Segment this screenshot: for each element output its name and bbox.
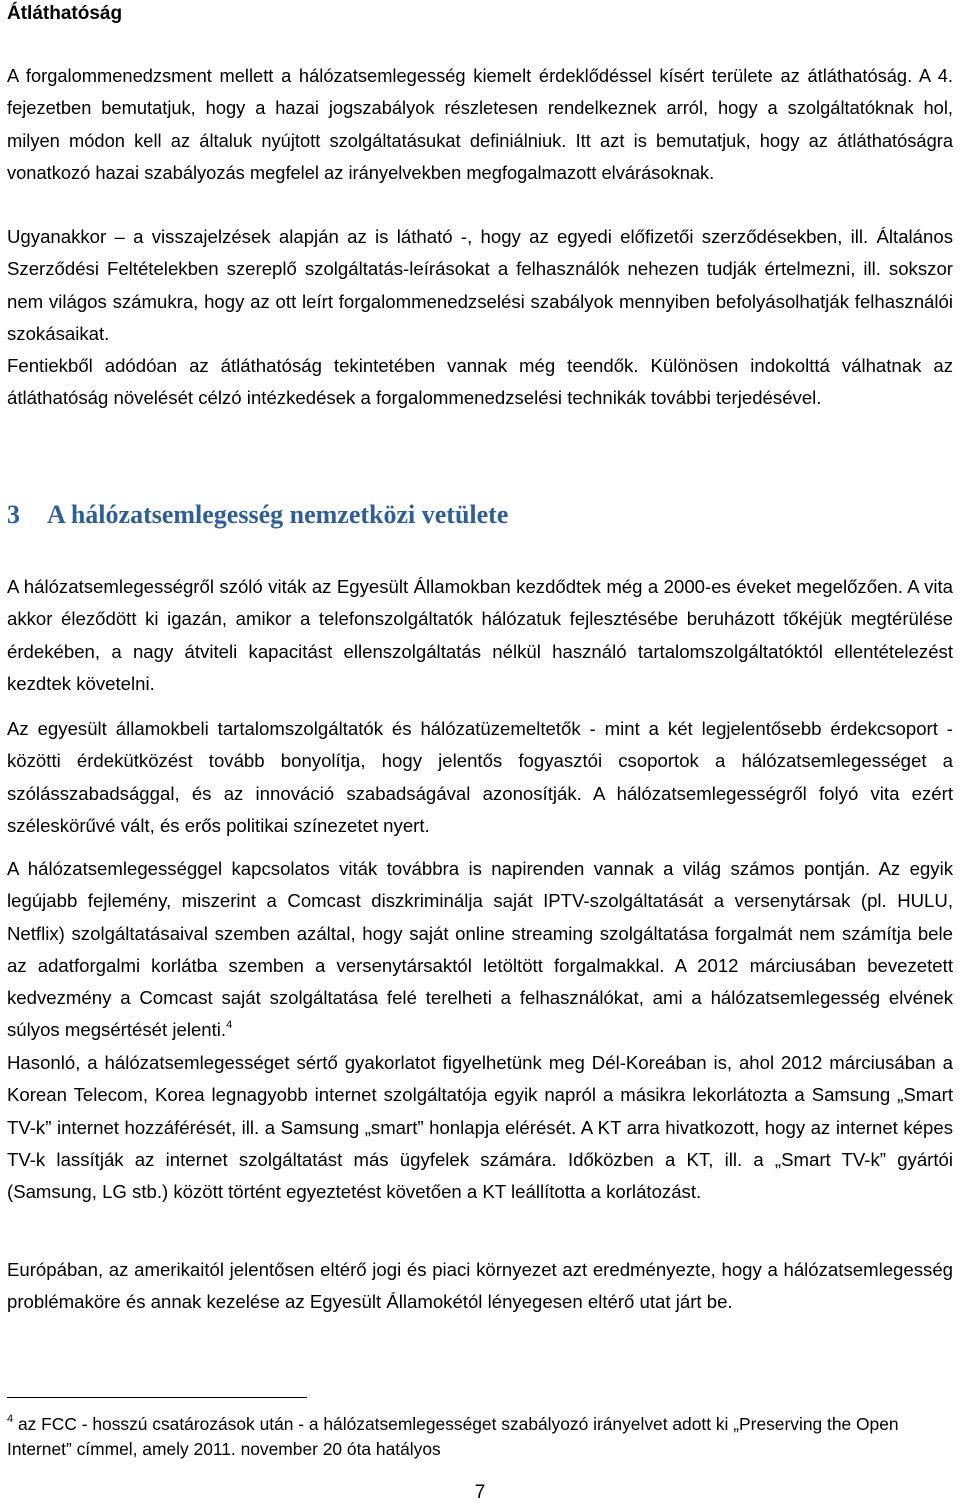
paragraph-us-debate-origin: A hálózatsemlegességről szóló viták az Egyesült Államokban kezdődtek még a 2000-es éveket megelőzően. A vita akkor éleződött ki igazán, amikor a telefonszolgáltatók hálózatuk fejlesztésébe beruházott tőkéjük megtérülése érdekében, a nagy átviteli kapacitást ellenszolgáltatás nélkül használó tartalomszolgáltatóktól ellentételezést kezdtek követelni. [7,576,953,694]
footnote [7,1412,953,1462]
paragraph-transparency-feedback: Ugyanakkor – a visszajelzések alapján az is látható -, hogy az egyedi előfizetői szerződésekben, ill. Általános Szerződési Feltételekben szereplő szolgáltatás-leírásokat a felhasználók nehezen tudják értelmezni, ill. sokszor nem világos számukra, hogy az ott leírt forgalommenedzselési szabályok mennyiben befolyásolhatják felhasználói szokásaikat. [7,226,953,344]
footnote-separator [7,1397,307,1398]
paragraph-transparency-intro: A forgalommenedzsment mellett a hálózatsemlegesség kiemelt érdeklődéssel kísért területe az átláthatóság. A 4. fejezetben bemutatjuk, hogy a hazai jogszabályok részletesen rendelkeznek arról, hogy a szolgáltatóknak hol, milyen módon kell az általuk nyújtott szolgáltatásukat definiálniuk. Itt azt is bemutatjuk, hogy az átláthatóságra vonatkozó hazai szabályozás megfelel az irányelvekben megfogalmazott elvárásoknak. [7,65,953,183]
footnote-reference: 4 [226,1019,233,1032]
paragraph-europe: Európában, az amerikaitól jelentősen eltérő jogi és piaci környezet azt eredményezte, hogy a hálózatsemlegesség problémaköre és annak kezelése az Egyesült Államokétól lényegesen eltérő utat járt be. [7,1259,953,1313]
paragraph-comcast [7,853,953,1047]
paragraph-korea: Hasonló, a hálózatsemlegességet sértő gyakorlatot figyelhetünk meg Dél-Koreában is, ahol 2012 márciusában a Korean Telecom, Korea legnagyobb internet szolgáltatója egyik napról a másikra lekorlátozta a Samsung „Smart TV-k” internet hozzáférését, ill. a Samsung „smart” honlapja elérését. A KT arra hivatkozott, hogy az internet képes TV-k lassítják az internet szolgáltatást más ügyfelek számára. Időközben a KT, ill. a „Smart TV-k” gyártói (Samsung, LG stb.) között történt egyeztetést követően a KT leállította a korlátozást. [7,1052,953,1203]
footnote-text: az FCC - hosszú csatározások után - a hálózatsemlegességet szabályozó irányelvet adott ki „Preserving the Open Internet” címmel, amely 2011. november 20 óta hatályos [7,1414,899,1459]
paragraph-transparency-conclusion: Fentiekből adódóan az átláthatóság tekintetében vannak még teendők. Különösen indokolttá válhatnak az átláthatóság növelését célzó intézkedések a forgalommenedzselési technikák további terjedésével. [7,355,953,409]
section-heading: Átláthatóság [7,3,123,24]
chapter-heading [7,500,508,530]
chapter-number: 3 [7,500,20,529]
paragraph-us-interest-groups: Az egyesült államokbeli tartalomszolgáltatók és hálózatüzemeltetők - mint a két legjelentősebb érdekcsoport - közötti érdekütközést tovább bonyolítja, hogy jelentős fogyasztói csoportok a hálózatsemlegességet a szólásszabadsággal, és az innováció szabadságával azonosítják. A hálózatsemlegességről folyó vita ezért széleskörűvé vált, és erős politikai színezetet nyert. [7,718,953,836]
page-number: 7 [474,1482,486,1503]
chapter-title: A hálózatsemlegesség nemzetközi vetülete [47,500,509,529]
footnote-marker: 4 [7,1413,14,1425]
paragraph-comcast-text: A hálózatsemlegességgel kapcsolatos viták továbbra is napirenden vannak a világ számos pontján. Az egyik legújabb fejlemény, miszerint a Comcast diszkriminálja saját IPTV-szolgáltatását a versenytársak (pl. HULU, Netflix) szolgáltatásaival szemben azáltal, hogy saját online streaming szolgáltatása forgalmát nem számítja bele az adatforgalmi korlátba szemben a versenytársaktól letöltött forgalmakkal. A 2012 márciusában bevezetett kedvezmény a Comcast saját szolgáltatása felé terelheti a felhasználókat, ami a hálózatsemlegesség elvének súlyos megsértését jelenti. [7,858,953,1041]
